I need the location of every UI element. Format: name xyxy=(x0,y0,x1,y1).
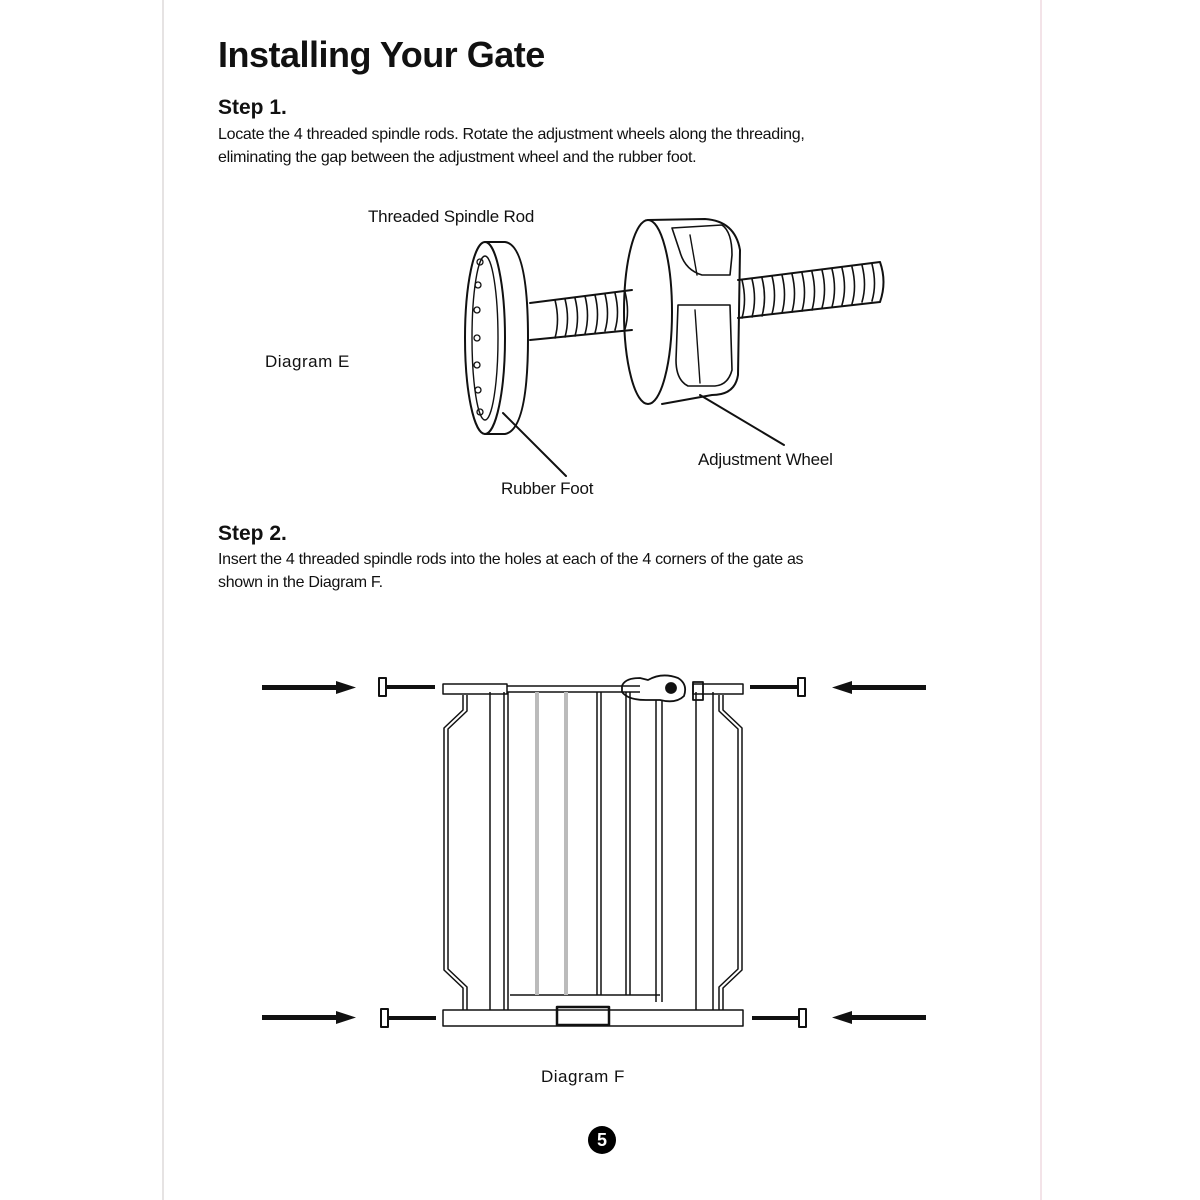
arrow-top-right-icon xyxy=(832,681,926,694)
spindle-rod-bottom-right xyxy=(752,1009,806,1027)
spindle-rod-label: Threaded Spindle Rod xyxy=(368,207,535,226)
arrow-top-left-icon xyxy=(262,681,356,694)
step1-text-line1: Locate the 4 threaded spindle rods. Rotate the adjustment wheels along the threading, xyxy=(218,126,805,143)
rubber-foot-label: Rubber Foot xyxy=(501,479,594,498)
step2-text-line1: Insert the 4 threaded spindle rods into the holes at each of the 4 corners of the gate as xyxy=(218,551,804,568)
gate-bottom-latch xyxy=(557,1007,609,1025)
page-title: Installing Your Gate xyxy=(218,34,545,75)
gate-right-frame xyxy=(723,695,742,1010)
page-margin-right xyxy=(1040,0,1042,1200)
rod-threads-inner xyxy=(555,292,628,338)
adjustment-wheel-leader-line xyxy=(700,395,784,445)
adjustment-wheel-label: Adjustment Wheel xyxy=(698,450,833,469)
rubber-foot-leader-line xyxy=(503,413,566,476)
step1-text-line2: eliminating the gap between the adjustment wheel and the rubber foot. xyxy=(218,149,697,166)
page-margin-left xyxy=(162,0,164,1200)
spindle-rod-outer xyxy=(738,262,884,318)
gate-top-rail-right xyxy=(693,684,743,694)
gate-top-rail-left xyxy=(443,684,507,694)
gate-top-latch xyxy=(622,675,703,701)
spindle-rod-top-right xyxy=(750,678,805,696)
page-number-badge: 5 xyxy=(588,1126,616,1154)
rod-threads-outer xyxy=(742,264,875,318)
step2-text xyxy=(218,548,998,594)
gate-bottom-rail xyxy=(443,1010,743,1026)
adjustment-wheel-shape xyxy=(624,219,740,404)
gate-left-frame xyxy=(444,695,463,1010)
rubber-foot-shape xyxy=(465,242,528,434)
gate-bars xyxy=(490,692,713,1010)
step1-text xyxy=(218,123,998,169)
step2-text-line2: shown in the Diagram F. xyxy=(218,574,383,591)
arrow-bottom-left-icon xyxy=(262,1011,356,1024)
spindle-rod-inner xyxy=(530,290,632,340)
arrow-bottom-right-icon xyxy=(832,1011,926,1024)
step1-heading: Step 1. xyxy=(218,96,287,119)
step2-heading: Step 2. xyxy=(218,522,287,545)
diagram-e-caption: Diagram E xyxy=(265,352,350,371)
spindle-rod-top-left xyxy=(379,678,435,696)
diagram-f-caption: Diagram F xyxy=(541,1067,625,1086)
spindle-rod-bottom-left xyxy=(381,1009,436,1027)
